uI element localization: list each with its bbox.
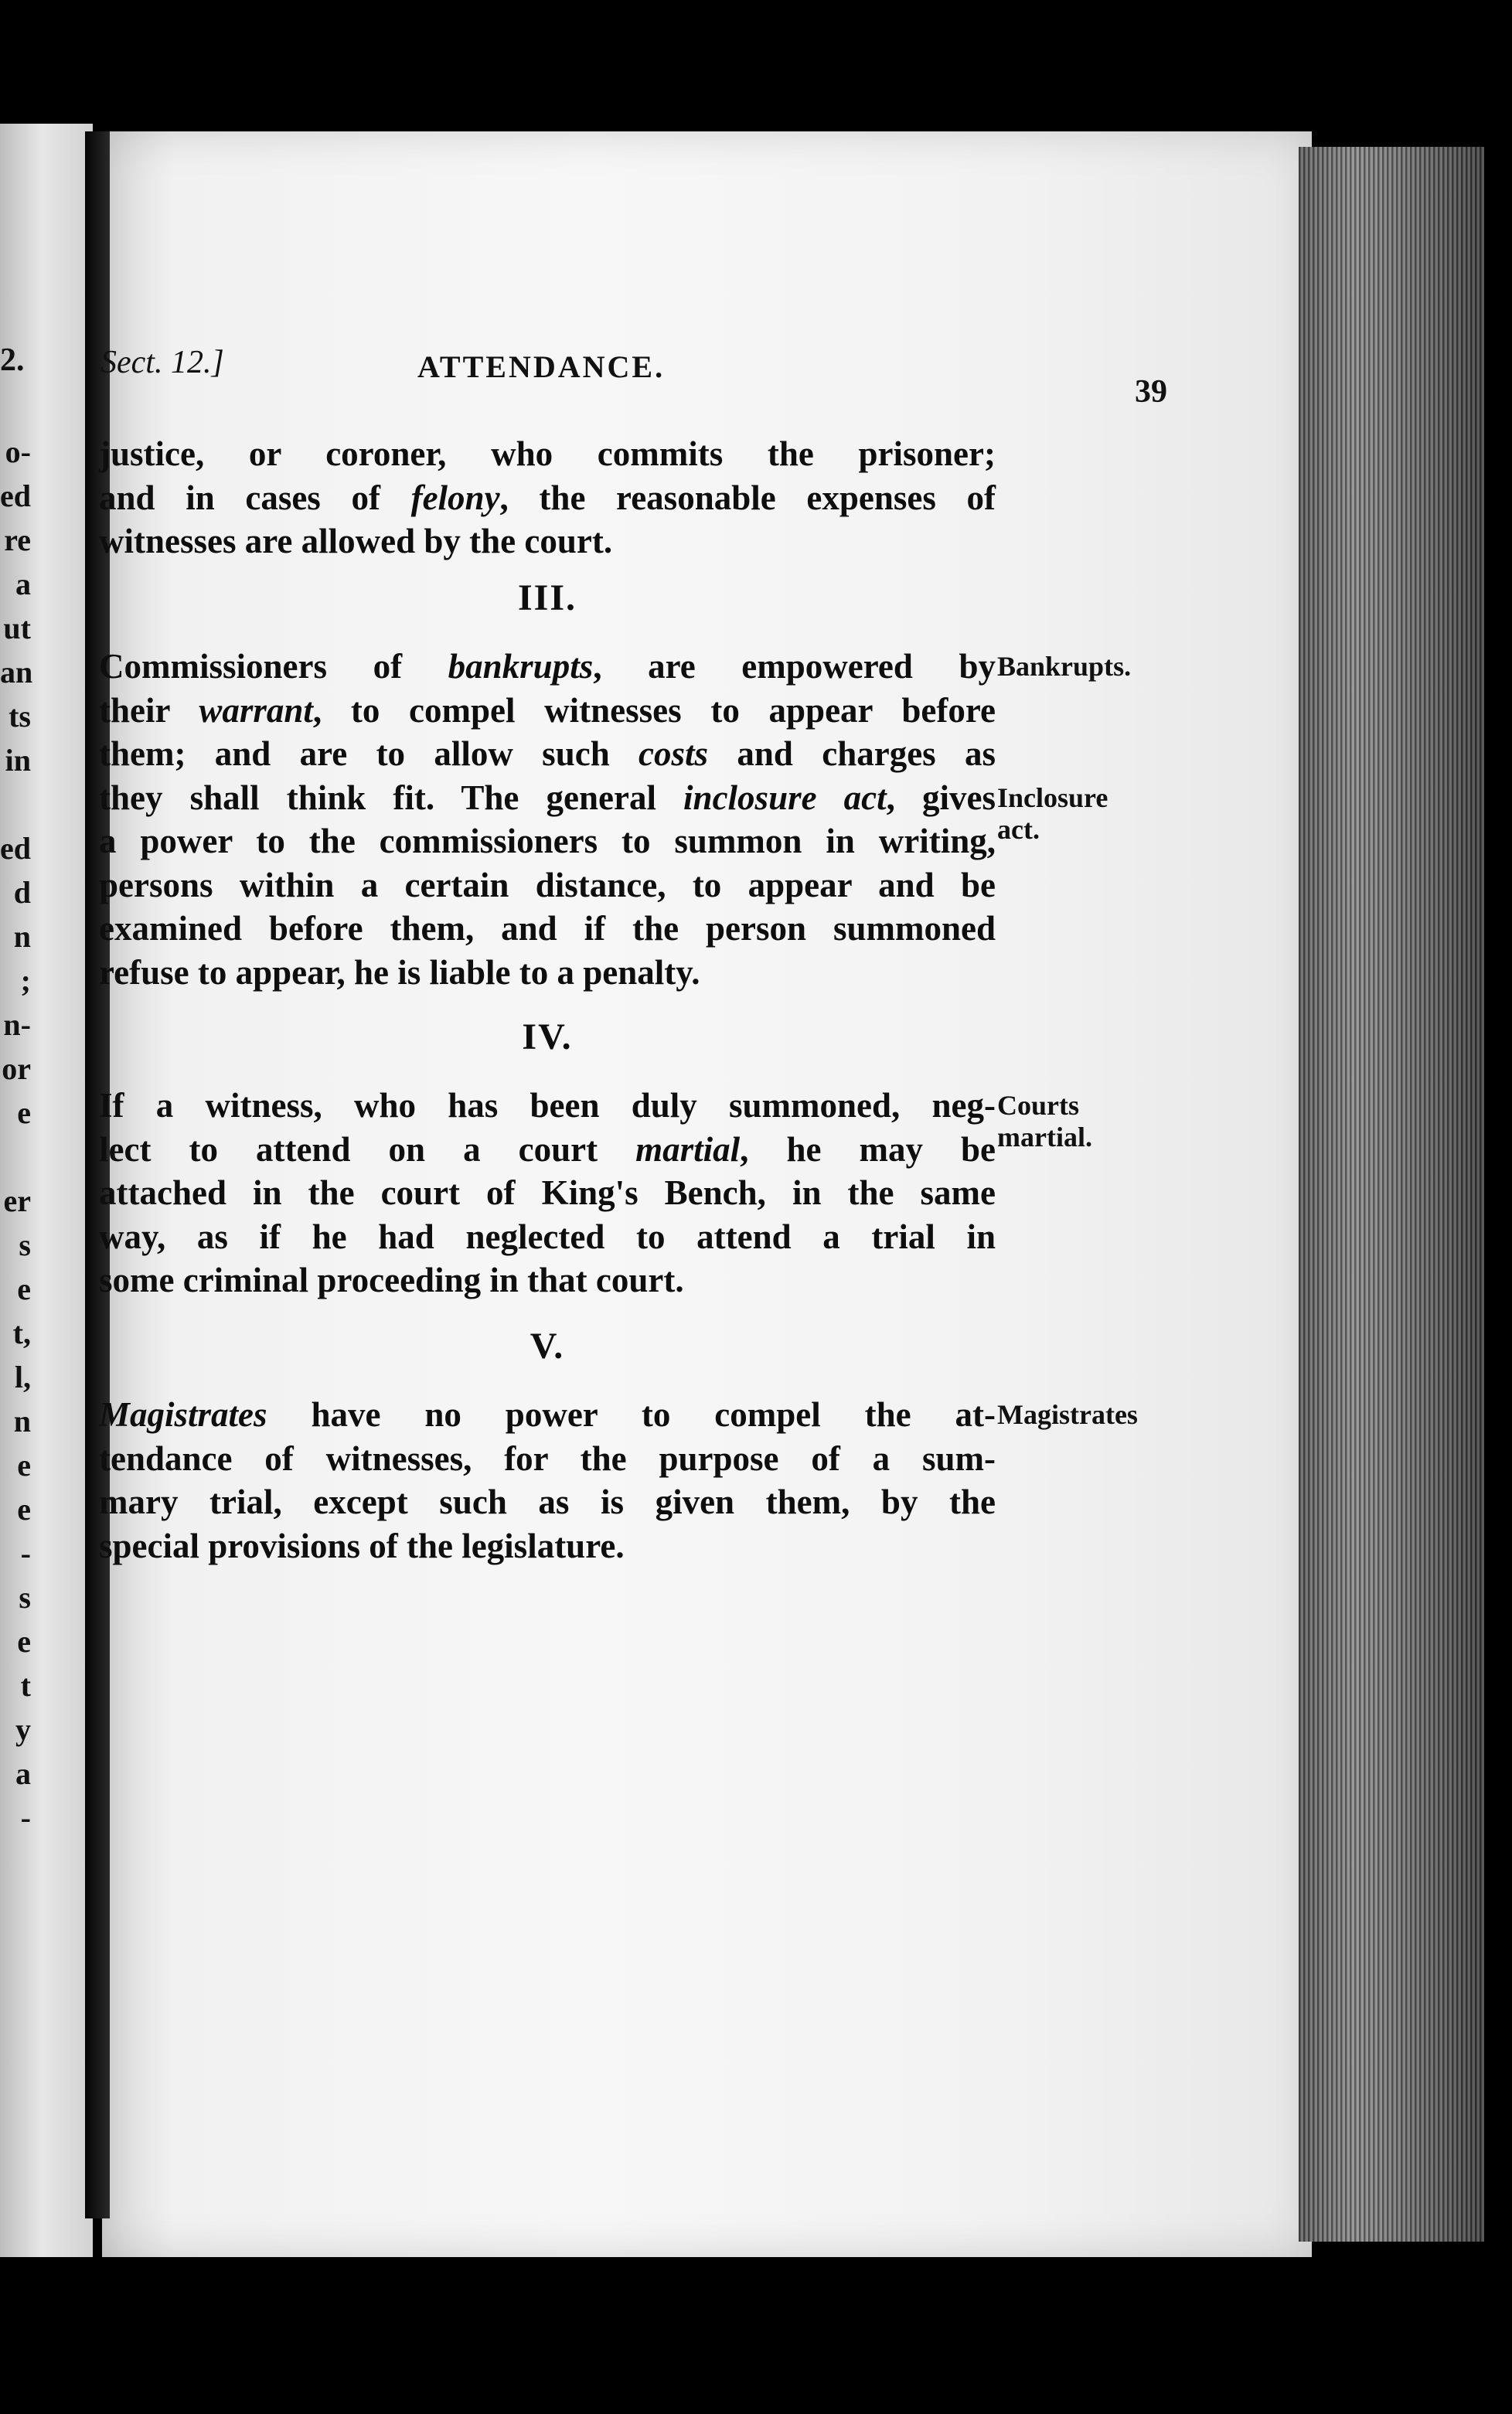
margin-note: Inclosure act. <box>997 781 1108 845</box>
previous-page-fragment: - <box>20 1536 31 1571</box>
previous-page-fragment: an <box>0 655 33 689</box>
margin-note: Magistrates <box>997 1399 1138 1430</box>
body-line: they shall think fit. The general inclosure act, gives <box>99 778 996 817</box>
previous-page-fragment: or <box>2 1051 31 1086</box>
body-line: Commissioners of bankrupts, are empowered by <box>99 647 996 686</box>
body-line: If a witness, who has been duly summoned, neg- <box>99 1086 996 1125</box>
previous-page-fragment: e <box>17 1272 31 1306</box>
previous-page-fragment: ed <box>0 831 31 866</box>
previous-page-fragment: a <box>15 1756 31 1791</box>
previous-page-fragment: s <box>19 1227 31 1262</box>
body-line: way, as if he had neglected to attend a trial in <box>99 1217 996 1256</box>
body-line: some criminal proceeding in that court. <box>99 1261 684 1299</box>
margin-note: Courts martial. <box>997 1090 1092 1153</box>
running-head <box>0 344 1512 410</box>
previous-page-fragment: ut <box>3 611 31 645</box>
previous-page-fragment: y <box>15 1712 31 1747</box>
previous-page-fragment: re <box>4 523 31 557</box>
body-line: mary trial, except such as is given them, by the <box>99 1483 996 1521</box>
previous-page-fragment: in <box>5 743 31 778</box>
body-line: a power to the commissioners to summon in writing, <box>99 822 996 860</box>
body-line: and in cases of felony, the reasonable expenses of <box>99 478 996 517</box>
previous-page-fragment: n <box>13 1404 31 1439</box>
previous-page-fragment: t <box>20 1668 31 1703</box>
body-line: lect to attend on a court martial, he may be <box>99 1129 996 1169</box>
section-reference: Sect. 12.] <box>100 345 224 380</box>
body-line: persons within a certain distance, to appear and be <box>99 865 996 904</box>
body-line: attached in the court of King's Bench, in the same <box>99 1173 996 1212</box>
previous-page-fragment: ed <box>0 478 31 513</box>
previous-page-fragment: n- <box>3 1007 31 1042</box>
body-line: Magistrates have no power to compel the at- <box>99 1395 996 1434</box>
body-line: justice, or coroner, who commits the prisoner; <box>99 434 996 473</box>
previous-page-fragment: - <box>20 1800 31 1835</box>
page-edge-stack <box>1299 147 1484 2242</box>
body-line: them; and are to allow such costs and charges as <box>99 734 996 773</box>
previous-page-fragment: o- <box>5 434 31 469</box>
previous-page-fragment: ts <box>9 699 31 734</box>
previous-page-fragment: d <box>13 875 31 910</box>
previous-page-fragment: t, <box>12 1316 31 1350</box>
running-title: ATTENDANCE. <box>417 349 666 384</box>
body-line: examined before them, and if the person summoned <box>99 909 996 948</box>
previous-page-fragment: a <box>15 567 31 601</box>
previous-page-number: 2. <box>0 342 25 378</box>
body-line: special provisions of the legislature. <box>99 1526 625 1565</box>
previous-page-fragment: s <box>19 1580 31 1615</box>
section-numeral: IV. <box>522 1016 573 1057</box>
previous-page-fragment: e <box>17 1492 31 1527</box>
margin-note: Bankrupts. <box>997 651 1132 682</box>
previous-page-fragment: n <box>13 919 31 954</box>
previous-page-fragment: er <box>3 1183 31 1218</box>
previous-page-fragment: e <box>17 1448 31 1483</box>
body-line: witnesses are allowed by the court. <box>99 522 613 560</box>
previous-page-fragment: ; <box>20 963 31 998</box>
previous-page-fragment: e <box>17 1624 31 1659</box>
previous-page-fragment: e <box>17 1095 31 1130</box>
body-line: tendance of witnesses, for the purpose of a sum- <box>99 1439 996 1478</box>
section-numeral: V. <box>530 1326 565 1367</box>
section-numeral: III. <box>517 577 577 618</box>
body-line: refuse to appear, he is liable to a penalty. <box>99 952 700 992</box>
previous-page-fragment: l, <box>14 1360 31 1394</box>
body-line: their warrant, to compel witnesses to appear before <box>99 690 996 730</box>
page-number: 39 <box>1135 374 1167 410</box>
